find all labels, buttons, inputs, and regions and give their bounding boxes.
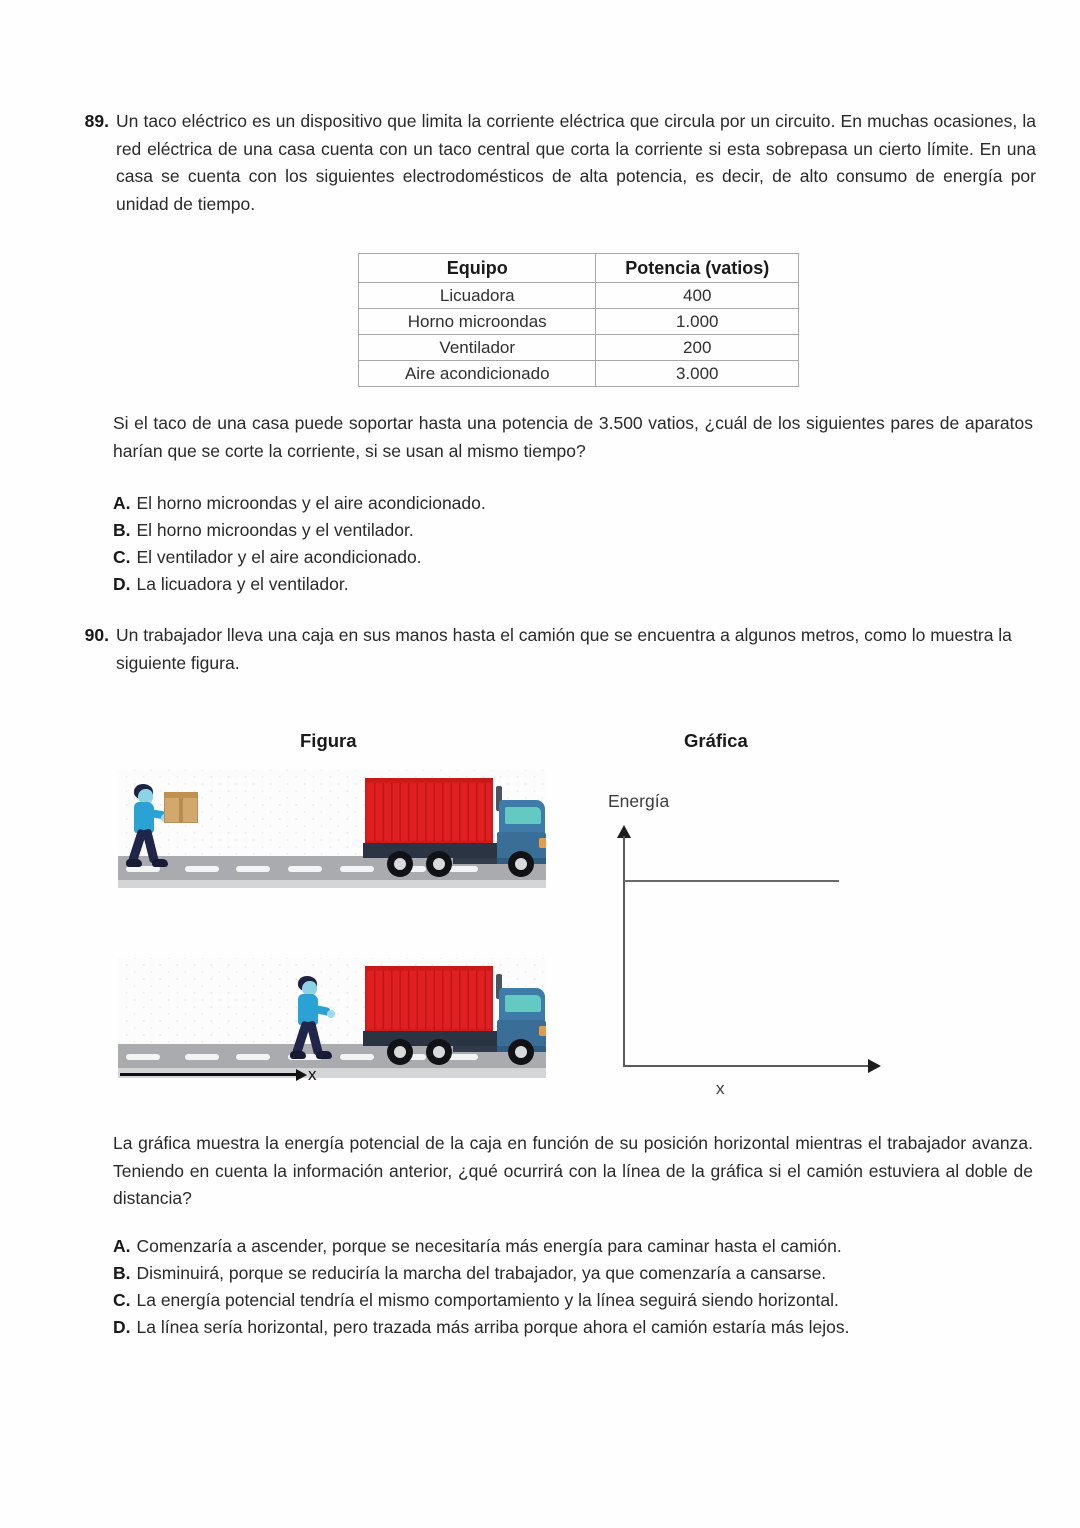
road-dash	[236, 866, 270, 872]
question-90-prompt: La gráfica muestra la energía potencial de la caja en función de su posición horizontal mientras el trabajador avanza. Teniendo en cuenta la información anterior, ¿qué ocurrirá con la línea de la gráfica si el camión estuviera al doble de distancia?	[113, 1133, 1033, 1208]
question-89-number: 89.	[84, 111, 109, 131]
table-cell-potencia: 1.000	[596, 309, 799, 335]
worker-hand	[327, 1010, 335, 1018]
option-text: El horno microondas y el ventilador.	[136, 520, 414, 540]
wheel-hub	[394, 858, 406, 870]
table-row	[359, 361, 799, 387]
option-90-d[interactable]	[113, 1314, 1043, 1341]
wheel-hub	[433, 858, 445, 870]
option-letter: A.	[113, 1236, 131, 1256]
figura-heading: Figura	[300, 730, 357, 751]
question-90-stem: Un trabajador lleva una caja en sus manos hasta el camión que se encuentra a algunos metros, como lo muestra la siguiente figura.	[116, 625, 1012, 673]
table-row	[359, 309, 799, 335]
wheel-hub	[433, 1046, 445, 1058]
option-letter: C.	[113, 547, 131, 567]
option-letter: A.	[113, 493, 131, 513]
displacement-arrow-line	[120, 1073, 298, 1076]
option-text: El horno microondas y el aire acondicionado.	[136, 493, 486, 513]
truck-illustration	[363, 964, 546, 1068]
option-letter: D.	[113, 1317, 131, 1337]
table-cell-potencia: 400	[596, 283, 799, 309]
truck-container	[365, 781, 493, 843]
wheel-hub	[394, 1046, 406, 1058]
worker-with-box	[126, 784, 196, 876]
question-89-prompt: Si el taco de una casa puede soportar hasta una potencia de 3.500 vatios, ¿cuál de los siguientes pares de aparatos harían que se corte la corriente, si se usan al mismo tiempo?	[113, 413, 1033, 461]
truck-wheel	[508, 851, 534, 877]
power-table	[358, 253, 799, 387]
truck-wheel	[426, 1039, 452, 1065]
energy-graph	[600, 786, 890, 1096]
worker-shoe-front	[316, 1051, 332, 1059]
road-dash	[126, 1054, 160, 1060]
question-90-options	[113, 1233, 1043, 1341]
option-text: La licuadora y el ventilador.	[136, 574, 349, 594]
wheel-hub	[515, 858, 527, 870]
table-cell-equipo: Licuadora	[359, 283, 596, 309]
table-cell-equipo: Ventilador	[359, 335, 596, 361]
worker-shoe-front	[152, 859, 168, 867]
y-axis-line	[623, 836, 625, 1067]
truck-wheel	[508, 1039, 534, 1065]
truck-wheel	[387, 851, 413, 877]
table-row	[359, 335, 799, 361]
table-header-potencia: Potencia (vatios)	[596, 254, 799, 283]
option-text: El ventilador y el aire acondicionado.	[136, 547, 422, 567]
option-text: La línea sería horizontal, pero trazada más arriba porque ahora el camión estaría más lejos.	[136, 1317, 850, 1337]
road-shoulder	[118, 880, 546, 888]
option-letter: C.	[113, 1290, 131, 1310]
truck-container	[365, 969, 493, 1031]
x-axis-arrow-icon	[868, 1059, 881, 1073]
road-dash	[236, 1054, 270, 1060]
option-text: Disminuirá, porque se reduciría la marcha del trabajador, ya que comenzaría a cansarse.	[136, 1263, 827, 1283]
table-cell-equipo: Horno microondas	[359, 309, 596, 335]
truck-marker-light	[539, 1026, 546, 1036]
displacement-arrow-head-icon	[296, 1069, 307, 1081]
option-text: Comenzaría a ascender, porque se necesitaría más energía para caminar hasta el camión.	[136, 1236, 842, 1256]
road-dash	[288, 866, 322, 872]
option-89-d[interactable]	[113, 571, 1033, 598]
truck-wheel	[387, 1039, 413, 1065]
option-89-a[interactable]	[113, 490, 1033, 517]
road-dash	[185, 1054, 219, 1060]
question-89-block	[80, 108, 1040, 218]
option-text: La energía potencial tendría el mismo comportamiento y la línea seguirá siendo horizontal.	[136, 1290, 839, 1310]
option-90-b[interactable]	[113, 1260, 1043, 1287]
table-cell-equipo: Aire acondicionado	[359, 361, 596, 387]
box-tape	[179, 798, 183, 822]
graph-y-axis-label: Energía	[608, 791, 670, 811]
option-90-c[interactable]	[113, 1287, 1043, 1314]
energy-data-line	[624, 880, 839, 882]
question-90-number: 90.	[84, 625, 109, 645]
grafica-heading: Gráfica	[684, 730, 748, 751]
worker-without-box	[290, 976, 350, 1068]
truck-windshield	[505, 807, 541, 824]
truck-marker-light	[539, 838, 546, 848]
graph-x-axis-label: x	[716, 1079, 725, 1098]
table-header-row	[359, 254, 799, 283]
displacement-x-label: x	[308, 1065, 317, 1084]
x-axis-line	[623, 1065, 871, 1067]
truck-illustration	[363, 776, 546, 880]
table-cell-potencia: 200	[596, 335, 799, 361]
figure-panel-1	[118, 770, 546, 888]
question-89-stem: Un taco eléctrico es un dispositivo que limita la corriente eléctrica que circula por un circuito. En muchas ocasiones, la red eléctrica de una casa cuenta con un taco central que corta la corriente si esta sobrepasa un cierto límite. En una casa se cuenta con los siguientes electrodomésticos de alta potencia, es decir, de alto consumo de energía por unidad de tiempo.	[116, 111, 1036, 214]
question-89-options	[113, 490, 1033, 598]
table-header-equipo: Equipo	[359, 254, 596, 283]
option-letter: D.	[113, 574, 131, 594]
wheel-hub	[515, 1046, 527, 1058]
truck-wheel	[426, 851, 452, 877]
option-89-c[interactable]	[113, 544, 1033, 571]
table-row	[359, 283, 799, 309]
truck-windshield	[505, 995, 541, 1012]
option-90-a[interactable]	[113, 1233, 1043, 1260]
option-letter: B.	[113, 520, 131, 540]
question-90-block	[80, 622, 1050, 677]
option-letter: B.	[113, 1263, 131, 1283]
table-cell-potencia: 3.000	[596, 361, 799, 387]
figure-panel-2	[118, 958, 546, 1078]
worker-shoe-back	[126, 859, 142, 867]
option-89-b[interactable]	[113, 517, 1033, 544]
worker-shoe-back	[290, 1051, 306, 1059]
